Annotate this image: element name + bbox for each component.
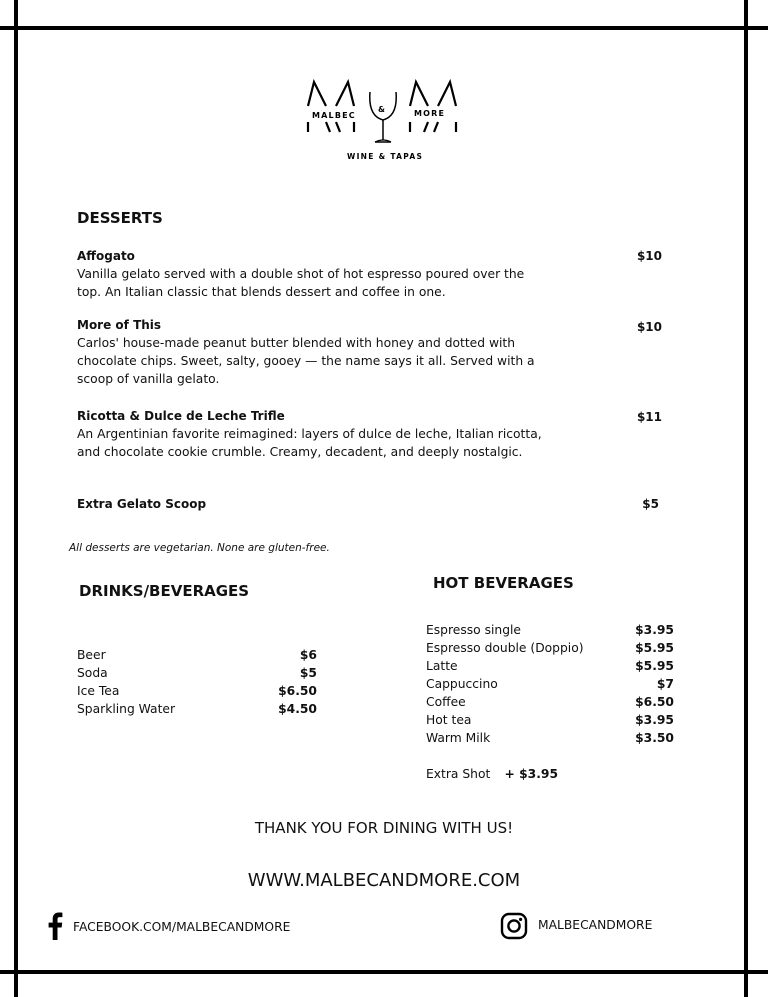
dessert-desc-more-of-this: Carlos' house-made peanut butter blended with honey and dotted with chocolate chips. Sweet, salty, gooey — the name says it all. Served with a scoop of vanilla gelato.	[77, 336, 535, 386]
thank-you-message: THANK YOU FOR DINING WITH US!	[254, 819, 514, 837]
hot-beverage-price: $3.50	[635, 731, 674, 745]
dessert-name-trifle: Ricotta & Dulce de Leche Trifle	[77, 409, 285, 423]
logo-brand-right: MORE	[414, 109, 446, 118]
drink-price: $5	[299, 666, 317, 680]
dessert-name-more-of-this: More of This	[77, 318, 162, 332]
frame-left-line	[14, 0, 18, 997]
dessert-name-affogato: Affogato	[77, 249, 135, 263]
frame-bottom-line	[0, 970, 768, 974]
drink-row	[77, 664, 317, 682]
dessert-price-trifle: $11	[636, 410, 662, 424]
dessert-price-more-of-this: $10	[636, 320, 662, 334]
hot-beverage-name: Cappuccino	[426, 677, 498, 691]
logo	[300, 78, 466, 162]
hot-beverage-name: Espresso single	[426, 623, 521, 637]
drink-price: $4.50	[278, 702, 317, 716]
hot-beverage-row	[426, 693, 674, 711]
drink-row	[77, 682, 317, 700]
logo-mark	[300, 78, 466, 162]
hot-beverage-name: Hot tea	[426, 713, 472, 727]
hot-beverage-name: Latte	[426, 659, 458, 673]
hot-beverage-row	[426, 675, 674, 693]
extra-shot-price: + $3.95	[504, 767, 558, 781]
extra-shot-name: Extra Shot	[426, 767, 491, 781]
instagram-link[interactable]: MALBECANDMORE	[538, 918, 653, 932]
drink-name: Sparkling Water	[77, 702, 176, 716]
drink-price: $6.50	[278, 684, 317, 698]
facebook-link[interactable]: FACEBOOK.COM/MALBECANDMORE	[73, 920, 291, 934]
hot-beverage-price: $6.50	[635, 695, 674, 709]
logo-tagline: WINE & TAPAS	[347, 152, 424, 161]
desserts-note: All desserts are vegetarian. None are gluten-free.	[69, 542, 330, 554]
hot-beverage-price: $3.95	[635, 713, 674, 727]
hot-beverage-name: Coffee	[426, 695, 466, 709]
dessert-price-affogato: $10	[636, 249, 662, 263]
drink-name: Soda	[77, 666, 108, 680]
drinks-heading: DRINKS/BEVERAGES	[79, 582, 250, 600]
drink-row	[77, 700, 317, 718]
hot-beverages-heading: HOT BEVERAGES	[433, 574, 574, 592]
drink-price: $6	[299, 648, 317, 662]
frame-right-line	[744, 0, 748, 997]
logo-brand-left: MALBEC	[312, 111, 356, 120]
hot-beverage-price: $5.95	[635, 641, 674, 655]
dessert-desc-affogato: Vanilla gelato served with a double shot of hot espresso poured over the top. An Italian classic that blends dessert and coffee in one.	[77, 267, 525, 299]
hot-beverage-price: $7	[656, 677, 674, 691]
hot-beverage-price: $5.95	[635, 659, 674, 673]
logo-ampersand: &	[378, 105, 385, 114]
drink-name: Beer	[77, 648, 106, 662]
frame-top-line	[0, 26, 768, 30]
dessert-name-extra-gelato: Extra Gelato Scoop	[77, 497, 207, 511]
instagram-icon[interactable]	[500, 912, 528, 940]
hot-beverage-row	[426, 657, 674, 675]
hot-beverage-row	[426, 621, 674, 639]
dessert-desc-trifle: An Argentinian favorite reimagined: layers of dulce de leche, Italian ricotta, and chocolate cookie crumble. Creamy, decadent, and deeply nostalgic.	[77, 427, 542, 459]
website-link[interactable]: WWW.MALBECANDMORE.COM	[247, 870, 521, 891]
drink-name: Ice Tea	[77, 684, 120, 698]
dessert-price-extra-gelato: $5	[642, 497, 659, 511]
hot-beverage-row	[426, 639, 674, 657]
hot-beverage-name: Espresso double (Doppio)	[426, 641, 584, 655]
hot-beverage-price: $3.95	[635, 623, 674, 637]
desserts-heading: DESSERTS	[77, 209, 163, 227]
drink-row	[77, 646, 317, 664]
facebook-icon[interactable]	[46, 912, 64, 940]
extra-shot-row	[426, 765, 558, 783]
hot-beverage-row	[426, 711, 674, 729]
hot-beverage-name: Warm Milk	[426, 731, 491, 745]
hot-beverage-row	[426, 729, 674, 747]
